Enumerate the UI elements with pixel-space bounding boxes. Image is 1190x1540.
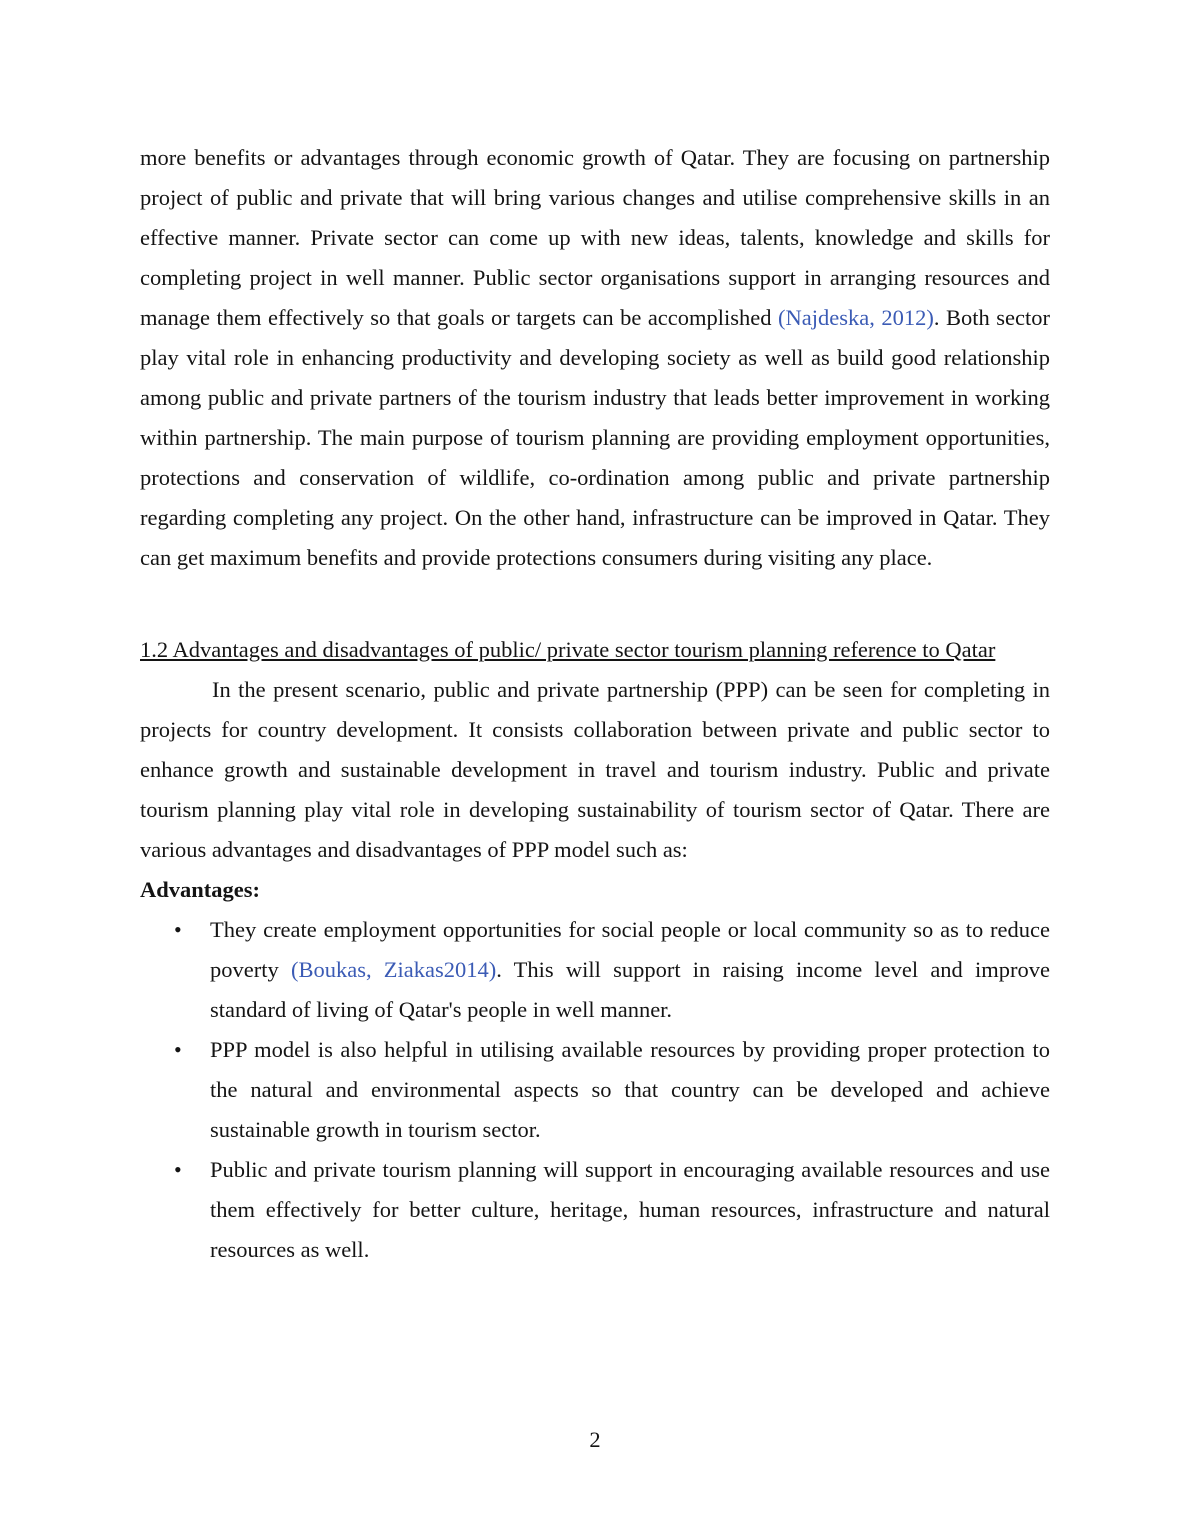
paragraph-intro-text-before: more benefits or advantages through economic growth of Qatar. They are focusing on partnership project of public and private that will bring various changes and utilise comprehensive skills in an effective manner. Private sector can come up with new ideas, talents, knowledge and skills for completing project in well manner. Public sector organisations support in arranging resources and manage them effectively so that goals or targets can be accomplished — [140, 145, 1050, 330]
list-item-employment-text-before: They create employment opportunities for social people or local community so as to reduce poverty — [210, 917, 1050, 982]
list-item-employment-text-after: . This will support in raising income level and improve standard of living of Qatar's people in well manner. — [210, 957, 1050, 1022]
bullet-icon: • — [174, 1157, 182, 1182]
bullet-icon: • — [174, 917, 182, 942]
citation-boukas-ziakas-2014: (Boukas, Ziakas2014) — [290, 957, 497, 982]
advantages-list — [140, 910, 1050, 1270]
paragraph-intro-text-after: . Both sector play vital role in enhancing productivity and developing society as well as build good relationship among public and private partners of the tourism industry that leads better improvement in working within partnership. The main purpose of tourism planning are providing employment opportunities, protections and conservation of wildlife, co-ordination among public and private partnership regarding completing any project. On the other hand, infrastructure can be improved in Qatar. They can get maximum benefits and provide protections consumers during visiting any place. — [140, 305, 1050, 570]
advantages-label: Advantages: — [140, 877, 261, 902]
page-number: 2 — [589, 1427, 601, 1452]
bullet-icon: • — [174, 1037, 182, 1062]
list-item-employment — [174, 910, 1050, 1030]
list-item-resources — [174, 1030, 1050, 1150]
list-item-culture-text: Public and private tourism planning will support in encouraging available resources and use them effectively for better culture, heritage, human resources, infrastructure and natural resources as well. — [210, 1157, 1050, 1262]
list-item-culture — [174, 1150, 1050, 1270]
paragraph-ppp-overview: In the present scenario, public and private partnership (PPP) can be seen for completing in projects for country development. It consists collaboration between private and public sector to enhance growth and sustainable development in travel and tourism industry. Public and private tourism planning play vital role in developing sustainability of tourism sector of Qatar. There are various advantages and disadvantages of PPP model such as: — [140, 677, 1050, 862]
list-item-resources-text: PPP model is also helpful in utilising available resources by providing proper protection to the natural and environmental aspects so that country can be developed and achieve sustainable growth in tourism sector. — [210, 1037, 1050, 1142]
paragraph-intro — [140, 138, 1050, 578]
citation-najdeska-2012: (Najdeska, 2012) — [778, 305, 934, 330]
section-heading-1-2: 1.2 Advantages and disadvantages of public/ private sector tourism planning reference to Qatar — [140, 637, 996, 662]
